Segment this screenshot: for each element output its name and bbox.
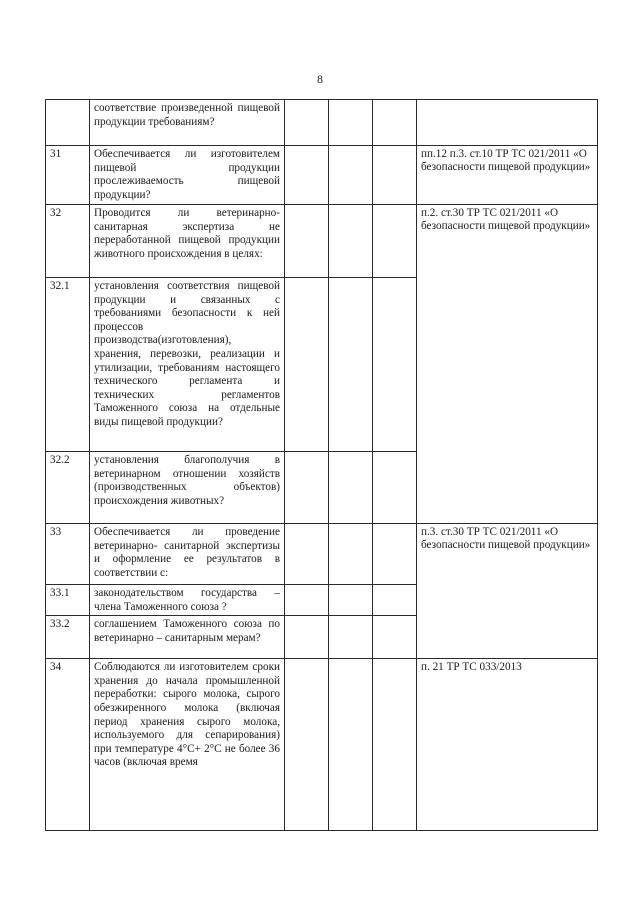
answer-cell-yes [285, 616, 329, 659]
row-number: 33.1 [46, 585, 90, 616]
row-reference: п.3. ст.30 ТР ТС 021/2011 «О безопасности пищевой продукции» [417, 524, 598, 659]
checklist-table [45, 99, 598, 831]
answer-cell-na [373, 659, 417, 831]
answer-cell-yes [285, 205, 329, 278]
answer-cell-na [373, 616, 417, 659]
row-number: 33 [46, 524, 90, 585]
row-reference: п.2. ст.30 ТР ТС 021/2011 «О безопасности пищевой продукции» [417, 205, 598, 524]
row-reference: пп.12 п.3. ст.10 ТР ТС 021/2011 «О безопасности пищевой продукции» [417, 146, 598, 205]
answer-cell-no [329, 524, 373, 585]
row-number: 32 [46, 205, 90, 278]
answer-cell-na [373, 278, 417, 452]
answer-cell-no [329, 659, 373, 831]
answer-cell-no [329, 452, 373, 524]
row-question: Обеспечивается ли проведение ветеринарно- санитарной экспертизы и оформление ее результатов в соответствии с: [90, 524, 285, 585]
answer-cell-yes [285, 585, 329, 616]
row-number [46, 100, 90, 146]
answer-cell-no [329, 100, 373, 146]
row-question: соответствие произведенной пищевой продукции требованиям? [90, 100, 285, 146]
answer-cell-na [373, 452, 417, 524]
page-number: 8 [317, 72, 323, 86]
answer-cell-no [329, 585, 373, 616]
answer-cell-no [329, 616, 373, 659]
row-question: законодательством государства – члена Таможенного союза ? [90, 585, 285, 616]
answer-cell-no [329, 278, 373, 452]
row-reference: п. 21 ТР ТС 033/2013 [417, 659, 598, 831]
row-number: 32.2 [46, 452, 90, 524]
answer-cell-na [373, 100, 417, 146]
row-question: установления благополучия в ветеринарном отношении хозяйств (производственных объектов) происхождения животных? [90, 452, 285, 524]
answer-cell-yes [285, 659, 329, 831]
row-question: соглашением Таможенного союза по ветеринарно – санитарным мерам? [90, 616, 285, 659]
row-number: 34 [46, 659, 90, 831]
row-question: Обеспечивается ли изготовителем пищевой продукции прослеживаемость пищевой продукции? [90, 146, 285, 205]
answer-cell-na [373, 146, 417, 205]
row-number: 32.1 [46, 278, 90, 452]
row-reference [417, 100, 598, 146]
answer-cell-no [329, 146, 373, 205]
answer-cell-yes [285, 146, 329, 205]
row-question: Проводится ли ветеринарно-санитарная экспертиза не переработанной пищевой продукции животного происхождения в целях: [90, 205, 285, 278]
row-number: 33.2 [46, 616, 90, 659]
table-row [46, 659, 598, 831]
table-row [46, 100, 598, 146]
answer-cell-na [373, 585, 417, 616]
answer-cell-na [373, 205, 417, 278]
answer-cell-yes [285, 100, 329, 146]
table-row [46, 205, 598, 278]
table-row [46, 146, 598, 205]
row-question: установления соответствия пищевой продукции и связанных с требованиями безопасности к ней процессов производства(изготовления), хранения, перевозки, реализации и утилизации, требованиям настоящего технического регламента и технических регламентов Таможенного союза на отдельные виды пищевой продукции? [90, 278, 285, 452]
answer-cell-no [329, 205, 373, 278]
row-question: Соблюдаются ли изготовителем сроки хранения до начала промышленной переработки: сырого молока, сырого обезжиренного молока (включая период хранения сырого молока, используемого для сепарирования) при температуре 4°С+ 2°С не более 36 часов (включая время [90, 659, 285, 831]
answer-cell-na [373, 524, 417, 585]
answer-cell-yes [285, 278, 329, 452]
answer-cell-yes [285, 452, 329, 524]
answer-cell-yes [285, 524, 329, 585]
row-number: 31 [46, 146, 90, 205]
table-row [46, 524, 598, 585]
